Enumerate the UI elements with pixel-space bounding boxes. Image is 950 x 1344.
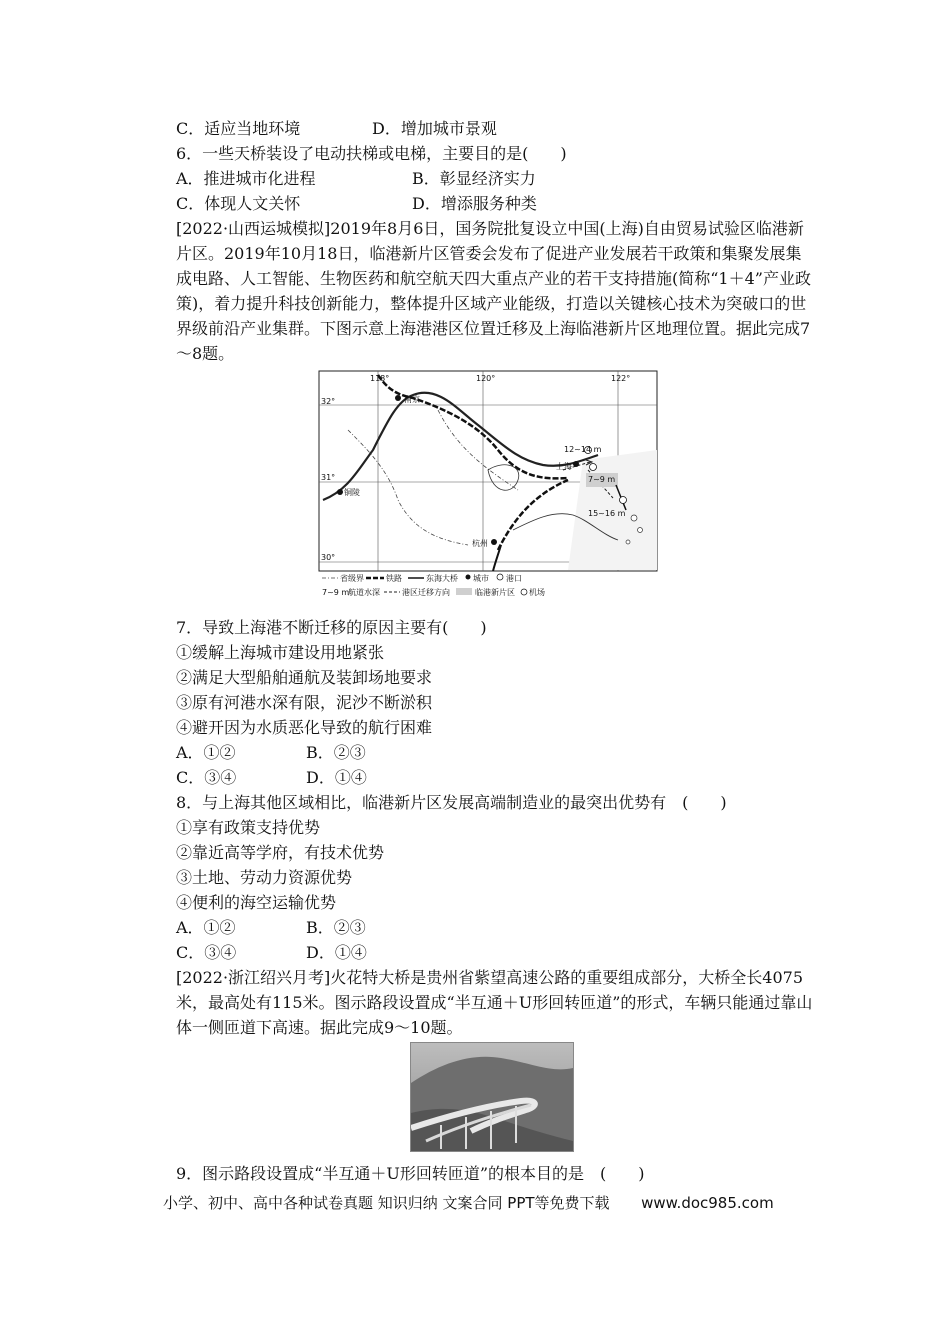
q9-stem: 9．图示路段设置成“半互通＋U形回转匝道”的根本目的是 ( )	[176, 1164, 645, 1183]
svg-text:32°: 32°	[321, 397, 336, 406]
q8-option-c: C．③④	[176, 943, 237, 962]
q7-item-1: ①缓解上海城市建设用地紧张	[176, 643, 385, 662]
label-nanjing: 南京	[404, 395, 420, 404]
label-tongling: 铜陵	[344, 488, 360, 497]
svg-text:30°: 30°	[321, 553, 336, 562]
q7-item-3: ③原有河港水深有限，泥沙不断淤积	[176, 693, 433, 712]
svg-text:31°: 31°	[321, 473, 336, 482]
svg-text:15~16 m: 15~16 m	[588, 509, 626, 518]
passage-huohua-bridge: [2022·浙江绍兴月考]火花特大桥是贵州省紫望高速公路的重要组成部分，大桥全长4075米，最高处有115米。图示路段设置成“半互通＋U形回转匝道”的形式，车辆只能通过靠山体一侧匝道下高速。据此完成9～10题。	[176, 968, 813, 1037]
shanghai-port-map	[318, 370, 658, 600]
map-legend	[322, 573, 545, 597]
svg-text:港区迁移方向: 港区迁移方向	[402, 588, 450, 597]
q7-option-b: B．②③	[306, 743, 366, 762]
q8-option-a: A．①②	[176, 918, 236, 937]
q6-option-d: D．增添服务种类	[412, 194, 537, 213]
label-hangzhou: 杭州	[472, 539, 488, 548]
svg-text:122°: 122°	[611, 374, 631, 383]
svg-text:临港新片区: 临港新片区	[475, 588, 515, 597]
svg-text:118°: 118°	[370, 374, 390, 383]
svg-text:7~9 m: 7~9 m	[588, 475, 616, 484]
footer-url[interactable]: www.doc985.com	[641, 1194, 774, 1212]
q5-option-c: C．适应当地环境	[176, 119, 301, 138]
page-footer	[163, 1192, 774, 1213]
bridge-photo	[410, 1042, 574, 1152]
q6-option-c: C．体现人文关怀	[176, 194, 301, 213]
label-shanghai: 上海	[556, 462, 572, 471]
q8-option-d: D．①④	[306, 943, 367, 962]
q7-option-c: C．③④	[176, 768, 237, 787]
q6-option-a: A．推进城市化进程	[176, 169, 316, 188]
svg-text:城市: 城市	[473, 574, 489, 583]
q8-item-4: ④便利的海空运输优势	[176, 893, 337, 912]
q7-option-d: D．①④	[306, 768, 367, 787]
svg-text:12~14 m: 12~14 m	[564, 445, 602, 454]
svg-text:港口: 港口	[506, 574, 522, 583]
svg-text:铁路: 铁路	[386, 574, 402, 583]
q7-item-2: ②满足大型船舶通航及装卸场地要求	[176, 668, 433, 687]
q5-option-d: D．增加城市景观	[372, 119, 497, 138]
passage-lingang: [2022·山西运城模拟]2019年8月6日，国务院批复设立中国(上海)自由贸易试验区临港新片区。2019年10月18日，临港新片区管委会发布了促进产业发展若干政策和集聚发展集成电路、人工智能、生物医药和航空航天四大重点产业的若干支持措施(简称“1＋4”产业政策)，着力提升科技创新能力，整体提升区域产业能级，打造以关键核心技术为突破口的世界级前沿产业集群。下图示意上海港港区位置迁移及上海临港新片区地理位置。据此完成7～8题。	[176, 219, 811, 363]
svg-text:120°: 120°	[476, 374, 496, 383]
q7-item-4: ④避开因为水质恶化导致的航行困难	[176, 718, 433, 737]
q8-item-3: ③土地、劳动力资源优势	[176, 868, 353, 887]
q8-item-1: ①享有政策支持优势	[176, 818, 321, 837]
svg-text:东海大桥: 东海大桥	[426, 574, 458, 583]
q8-item-2: ②靠近高等学府，有技术优势	[176, 843, 385, 862]
q8-option-b: B．②③	[306, 918, 366, 937]
svg-text:航道水深: 航道水深	[348, 588, 380, 597]
q8-stem: 8．与上海其他区域相比，临港新片区发展高端制造业的最突出优势有 ( )	[176, 793, 727, 812]
svg-text:省级界: 省级界	[340, 574, 364, 583]
q7-stem: 7．导致上海港不断迁移的原因主要有( )	[176, 618, 487, 637]
footer-text: 小学、初中、高中各种试卷真题 知识归纳 文案合同 PPT等免费下载	[163, 1194, 610, 1212]
svg-text:7~9 m: 7~9 m	[322, 588, 350, 597]
q7-option-a: A．①②	[176, 743, 236, 762]
svg-text:机场: 机场	[529, 588, 545, 597]
q6-option-b: B．彰显经济实力	[412, 169, 536, 188]
q6-stem: 6．一些天桥装设了电动扶梯或电梯，主要目的是( )	[176, 144, 567, 163]
